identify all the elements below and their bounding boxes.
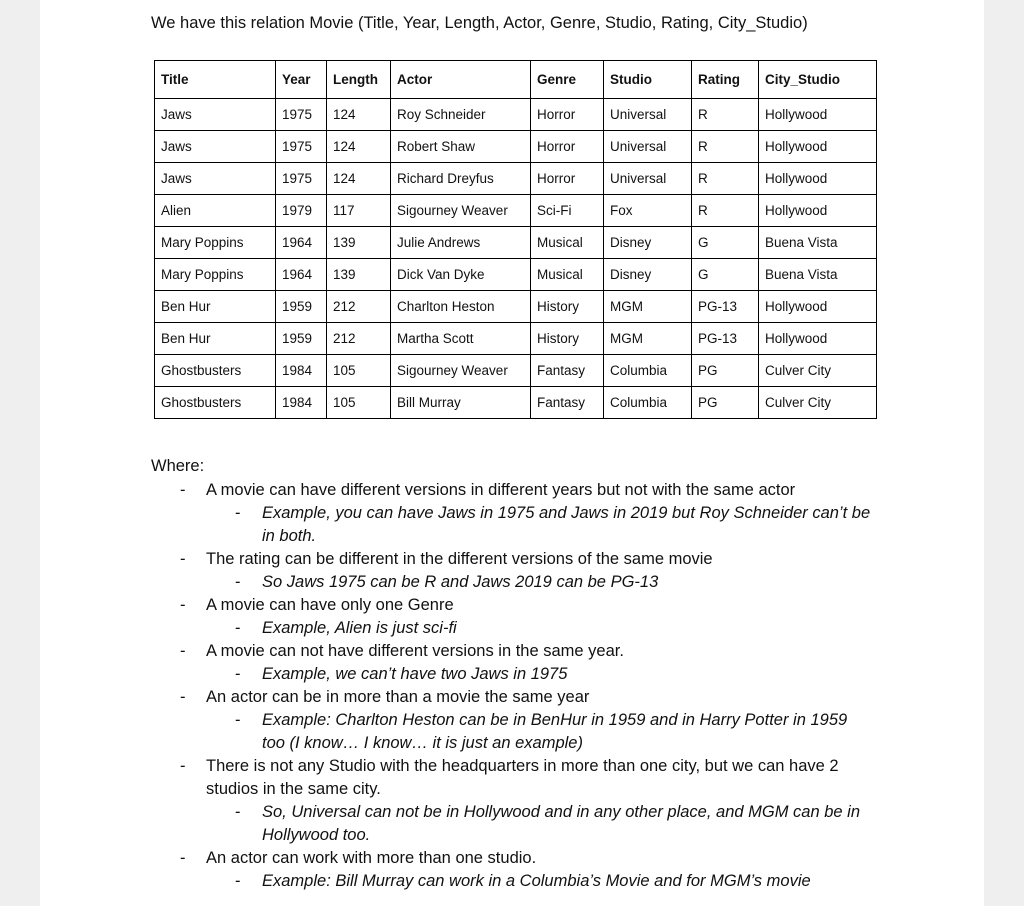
table-cell: Columbia: [604, 387, 692, 419]
table-cell: Hollywood: [759, 323, 877, 355]
bullet-dash: -: [180, 550, 186, 568]
table-cell: 124: [327, 163, 391, 195]
table-cell: Ghostbusters: [155, 355, 276, 387]
table-header-row: [155, 61, 877, 99]
table-cell: 105: [327, 355, 391, 387]
table-cell: Hollywood: [759, 99, 877, 131]
table-cell: 1975: [276, 131, 327, 163]
rule-text: An actor can be in more than a movie the same year: [206, 688, 590, 706]
table-cell: Hollywood: [759, 163, 877, 195]
header-rating: Rating: [692, 61, 759, 99]
table-cell: Roy Schneider: [391, 99, 531, 131]
table-cell: Dick Van Dyke: [391, 259, 531, 291]
table-cell: G: [692, 259, 759, 291]
table-cell: 1964: [276, 227, 327, 259]
header-studio: Studio: [604, 61, 692, 99]
rule-text: An actor can work with more than one studio.: [206, 849, 537, 867]
table-row: [155, 323, 877, 355]
bullet-dash: -: [180, 642, 186, 660]
rule-text: There is not any Studio with the headquarters in more than one city, but we can have 2 studios in the same city.: [206, 757, 839, 798]
example-text: Example: Charlton Heston can be in BenHur in 1959 and in Harry Potter in 1959 too (I know… I know… it is just an example): [262, 711, 848, 752]
table-cell: Ben Hur: [155, 323, 276, 355]
bullet-dash: -: [180, 688, 186, 706]
table-cell: Charlton Heston: [391, 291, 531, 323]
table-cell: Fantasy: [531, 387, 604, 419]
table-row: [155, 259, 877, 291]
table-cell: Columbia: [604, 355, 692, 387]
table-cell: 1959: [276, 291, 327, 323]
rule-item: [180, 847, 866, 870]
example-text: Example, we can’t have two Jaws in 1975: [262, 665, 568, 683]
table-cell: Culver City: [759, 355, 877, 387]
table-row: [155, 163, 877, 195]
table-cell: Alien: [155, 195, 276, 227]
table-cell: Fantasy: [531, 355, 604, 387]
table-cell: Sigourney Weaver: [391, 355, 531, 387]
table-cell: 139: [327, 227, 391, 259]
rule-text: A movie can have different versions in different years but not with the same actor: [206, 481, 796, 499]
table-cell: 1975: [276, 99, 327, 131]
sub-bullet-dash: -: [235, 665, 241, 683]
table-cell: Hollywood: [759, 195, 877, 227]
table-cell: Bill Murray: [391, 387, 531, 419]
table-cell: Horror: [531, 99, 604, 131]
table-row: [155, 99, 877, 131]
table-cell: Ghostbusters: [155, 387, 276, 419]
table-cell: Ben Hur: [155, 291, 276, 323]
movie-table: [154, 60, 877, 419]
table-cell: 212: [327, 291, 391, 323]
rule-text: A movie can have only one Genre: [206, 596, 454, 614]
table-cell: Fox: [604, 195, 692, 227]
table-cell: Mary Poppins: [155, 227, 276, 259]
table-cell: Richard Dreyfus: [391, 163, 531, 195]
intro-text: We have this relation Movie (Title, Year, Length, Actor, Genre, Studio, Rating, City_Studio): [151, 14, 808, 32]
rule-example: [235, 870, 872, 893]
table-cell: Horror: [531, 131, 604, 163]
table-cell: 1984: [276, 387, 327, 419]
table-cell: MGM: [604, 291, 692, 323]
example-text: So, Universal can not be in Hollywood and in any other place, and MGM can be in Hollywood too.: [262, 803, 861, 844]
table-cell: Jaws: [155, 131, 276, 163]
table-cell: MGM: [604, 323, 692, 355]
table-cell: 1984: [276, 355, 327, 387]
table-cell: 212: [327, 323, 391, 355]
header-length: Length: [327, 61, 391, 99]
table-cell: R: [692, 195, 759, 227]
table-cell: Musical: [531, 227, 604, 259]
rules-list: [40, 479, 984, 893]
table-cell: Jaws: [155, 99, 276, 131]
rule-example: [235, 709, 872, 755]
sub-bullet-dash: -: [235, 573, 241, 591]
table-cell: 124: [327, 131, 391, 163]
table-cell: 139: [327, 259, 391, 291]
rule-example: [235, 801, 872, 847]
table-cell: Culver City: [759, 387, 877, 419]
table-cell: 105: [327, 387, 391, 419]
header-genre: Genre: [531, 61, 604, 99]
table-cell: Hollywood: [759, 131, 877, 163]
header-actor: Actor: [391, 61, 531, 99]
sub-bullet-dash: -: [235, 803, 241, 821]
header-city-studio: City_Studio: [759, 61, 877, 99]
table-cell: 1979: [276, 195, 327, 227]
table-row: [155, 355, 877, 387]
table-cell: R: [692, 131, 759, 163]
rule-example: [235, 663, 872, 686]
table-cell: Buena Vista: [759, 227, 877, 259]
table-cell: Buena Vista: [759, 259, 877, 291]
table-cell: PG-13: [692, 291, 759, 323]
table-cell: 117: [327, 195, 391, 227]
bullet-dash: -: [180, 596, 186, 614]
sub-bullet-dash: -: [235, 872, 241, 890]
table-cell: Julie Andrews: [391, 227, 531, 259]
table-cell: Martha Scott: [391, 323, 531, 355]
table-cell: Disney: [604, 259, 692, 291]
table-cell: Sci-Fi: [531, 195, 604, 227]
table-cell: Horror: [531, 163, 604, 195]
rule-text: A movie can not have different versions in the same year.: [206, 642, 624, 660]
rule-text: The rating can be different in the different versions of the same movie: [206, 550, 713, 568]
table-cell: R: [692, 163, 759, 195]
table-cell: Universal: [604, 131, 692, 163]
bullet-dash: -: [180, 849, 186, 867]
table-cell: 1959: [276, 323, 327, 355]
table-cell: History: [531, 291, 604, 323]
table-row: [155, 387, 877, 419]
table-cell: R: [692, 99, 759, 131]
table-cell: PG: [692, 355, 759, 387]
sub-bullet-dash: -: [235, 619, 241, 637]
example-text: Example: Bill Murray can work in a Columbia’s Movie and for MGM’s movie: [262, 872, 811, 890]
table-cell: History: [531, 323, 604, 355]
table-cell: G: [692, 227, 759, 259]
table-cell: 124: [327, 99, 391, 131]
example-text: So Jaws 1975 can be R and Jaws 2019 can be PG-13: [262, 573, 659, 591]
rule-item: [180, 548, 866, 571]
example-text: Example, you can have Jaws in 1975 and Jaws in 2019 but Roy Schneider can’t be in both.: [262, 504, 871, 545]
table-cell: Hollywood: [759, 291, 877, 323]
rule-item: [180, 594, 866, 617]
table-row: [155, 195, 877, 227]
table-cell: 1975: [276, 163, 327, 195]
table-cell: PG: [692, 387, 759, 419]
bullet-dash: -: [180, 757, 186, 775]
table-cell: 1964: [276, 259, 327, 291]
rule-item: [180, 640, 866, 663]
table-cell: Sigourney Weaver: [391, 195, 531, 227]
table-cell: PG-13: [692, 323, 759, 355]
rule-item: [180, 479, 866, 502]
rule-example: [235, 502, 872, 548]
example-text: Example, Alien is just sci-fi: [262, 619, 457, 637]
table-cell: Jaws: [155, 163, 276, 195]
table-cell: Universal: [604, 163, 692, 195]
header-title: Title: [155, 61, 276, 99]
table-cell: Disney: [604, 227, 692, 259]
where-label: Where:: [151, 457, 205, 475]
table-row: [155, 227, 877, 259]
sub-bullet-dash: -: [235, 711, 241, 729]
header-year: Year: [276, 61, 327, 99]
table-cell: Robert Shaw: [391, 131, 531, 163]
table-body: [155, 99, 877, 419]
table-row: [155, 291, 877, 323]
table-row: [155, 131, 877, 163]
document-page: [40, 0, 984, 906]
bullet-dash: -: [180, 481, 186, 499]
table-cell: Musical: [531, 259, 604, 291]
table-cell: Mary Poppins: [155, 259, 276, 291]
rule-example: [235, 617, 872, 640]
rule-item: [180, 755, 866, 801]
rule-example: [235, 571, 872, 594]
rule-item: [180, 686, 866, 709]
sub-bullet-dash: -: [235, 504, 241, 522]
table-cell: Universal: [604, 99, 692, 131]
